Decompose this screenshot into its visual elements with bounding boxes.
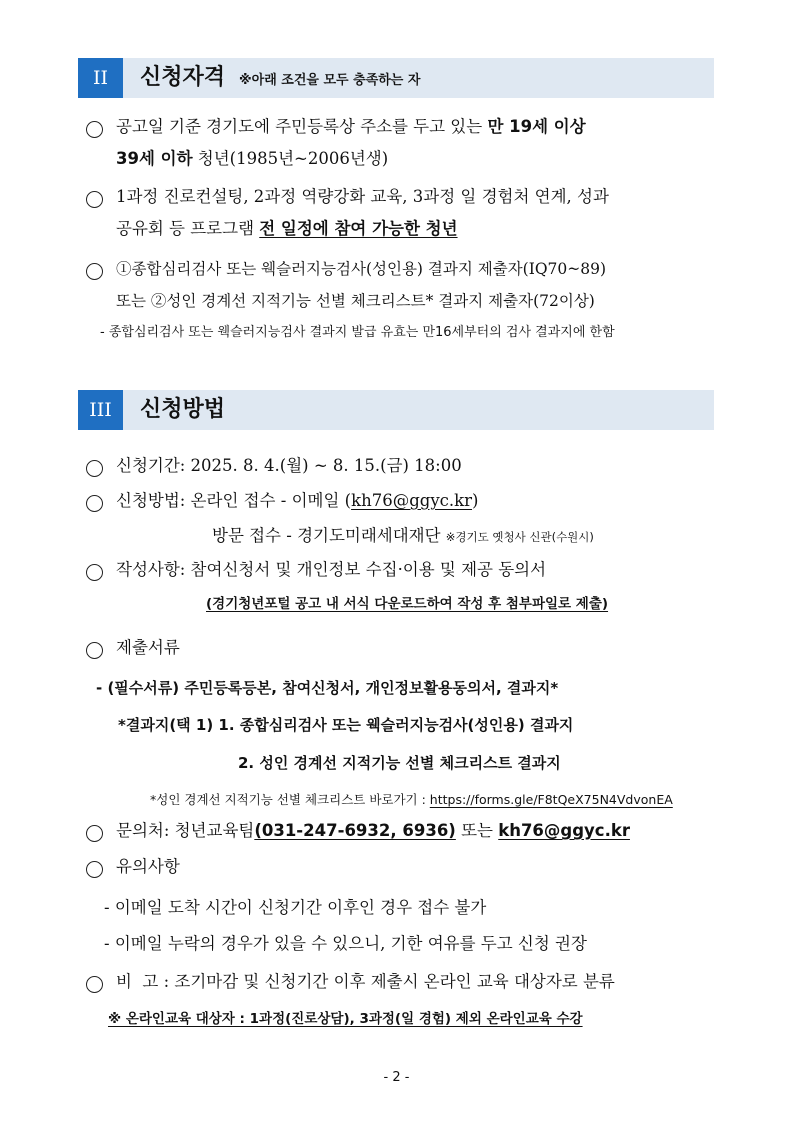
qualification-item-3-cont: 또는 ②성인 경계선 지적기능 선별 체크리스트* 결과지 제출자(72이상): [116, 292, 595, 310]
bold-underlined-text: 전 일정에 참여 가능한 청년: [259, 219, 458, 238]
text: 문의처: 청년교육팀: [116, 821, 255, 840]
text: *성인 경계선 지적기능 선별 체크리스트 바로가기 :: [150, 792, 430, 807]
qualification-item-2: 1과정 진로컨설팅, 2과정 역량강화 교육, 3과정 일 경험처 연계, 성과: [116, 187, 609, 206]
text: ): [472, 491, 479, 510]
section-title: 신청방법: [140, 397, 226, 422]
text: 신청방법: 온라인 접수 - 이메일 (: [116, 491, 352, 510]
caution-item-2: - 이메일 누락의 경우가 있을 수 있으니, 기한 여유를 두고 신청 권장: [104, 934, 587, 953]
bullet-circle: [86, 263, 103, 280]
qualification-item-3: ①종합심리검사 또는 웩슬러지능검사(성인용) 결과지 제출자(IQ70~89): [116, 260, 607, 278]
section-note: ※아래 조건을 모두 충족하는 자: [239, 73, 421, 88]
section-header-method: [78, 390, 714, 430]
visit-application: [212, 524, 594, 549]
age-range-bold: 만 19세 이상: [487, 117, 586, 136]
required-writing: 작성사항: 참여신청서 및 개인정보 수집·이용 및 제공 동의서: [116, 560, 547, 579]
remark-note: ※ 온라인교육 대상자 : 1과정(진로상담), 3과정(일 경험) 제외 온라인교육 수강: [108, 1011, 583, 1027]
qualification-footnote: - 종합심리검사 또는 웩슬러지능검사 결과지 발급 유효는 만16세부터의 검사 결과지에 한함: [100, 325, 615, 340]
remark: 비 고 : 조기마감 및 신청기간 이후 제출시 온라인 교육 대상자로 분류: [116, 972, 615, 991]
contact-email-link[interactable]: kh76@ggyc.kr: [498, 821, 630, 840]
page-number: - 2 -: [383, 1070, 410, 1085]
section-number: III: [78, 390, 123, 430]
result-document-option-2: 2. 성인 경계선 지적기능 선별 체크리스트 결과지: [238, 754, 561, 772]
required-documents: - (필수서류) 주민등록등본, 참여신청서, 개인정보활용동의서, 결과지*: [96, 679, 559, 697]
text: 공고일 기준 경기도에 주민등록상 주소를 두고 있는: [116, 117, 488, 136]
section-title: [140, 58, 420, 101]
caution-heading: 유의사항: [116, 857, 180, 876]
section-header-qualification: [78, 58, 714, 98]
bullet-circle: [86, 121, 103, 138]
checklist-link-line: [150, 788, 673, 812]
bullet-circle: [86, 825, 103, 842]
caution-item-1: - 이메일 도착 시간이 신청기간 이후인 경우 접수 불가: [104, 898, 487, 917]
qualification-item-2-cont: [116, 217, 458, 241]
qualification-item-1: [116, 115, 586, 139]
application-period: 신청기간: 2025. 8. 4.(월) ~ 8. 15.(금) 18:00: [116, 456, 462, 475]
bullet-circle: [86, 642, 103, 659]
result-document-option-1: *결과지(택 1) 1. 종합심리검사 또는 웩슬러지능검사(성인용) 결과지: [118, 716, 574, 734]
age-range-bold: 39세 이하: [116, 149, 193, 168]
bullet-circle: [86, 861, 103, 878]
application-method: [116, 489, 478, 513]
email-link[interactable]: kh76@ggyc.kr: [351, 491, 473, 510]
text: 청년(1985년~2006년생): [192, 149, 389, 168]
text: 방문 접수 - 경기도미래세대재단: [212, 526, 446, 545]
contact: [116, 819, 630, 843]
qualification-item-1-cont: [116, 147, 388, 171]
bullet-circle: [86, 564, 103, 581]
checklist-link[interactable]: https://forms.gle/F8tQeX75N4VdvonEA: [429, 792, 673, 807]
documents-heading: 제출서류: [116, 638, 180, 657]
bullet-circle: [86, 460, 103, 477]
bullet-circle: [86, 191, 103, 208]
text: 또는: [455, 821, 499, 840]
contact-phone: (031-247-6932, 6936): [254, 821, 456, 840]
section-title-text: 신청자격: [140, 65, 226, 90]
bullet-circle: [86, 495, 103, 512]
bullet-circle: [86, 976, 103, 993]
text: 공유회 등 프로그램: [116, 219, 260, 238]
visit-note: ※경기도 옛청사 신관(수원시): [445, 530, 594, 544]
writing-note: (경기청년포털 공고 내 서식 다운로드하여 작성 후 첨부파일로 제출): [206, 596, 609, 612]
section-number: II: [78, 58, 123, 98]
